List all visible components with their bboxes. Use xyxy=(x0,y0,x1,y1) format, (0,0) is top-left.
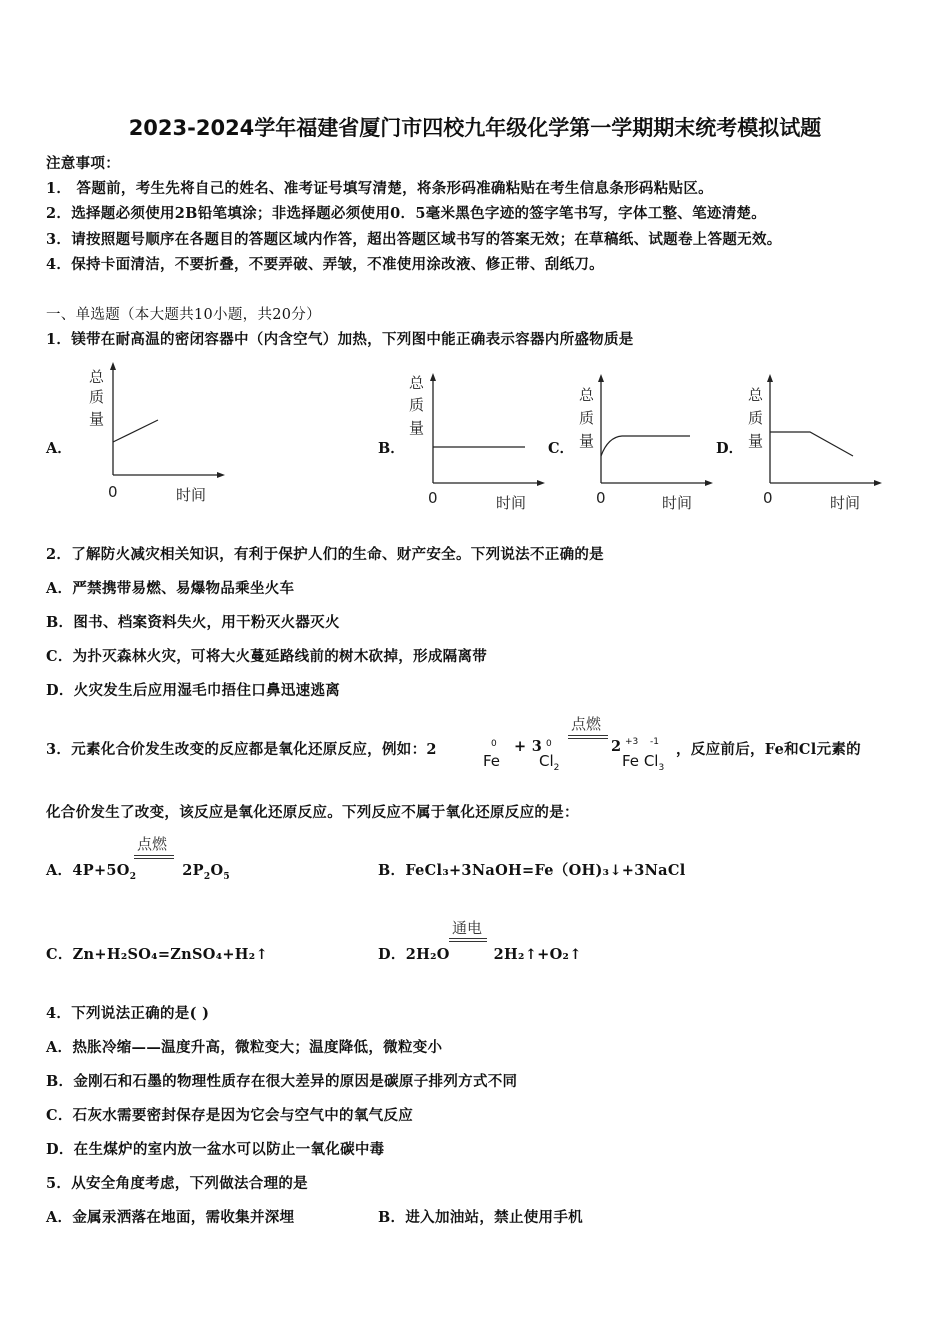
x-label: 时间 xyxy=(830,494,861,512)
q3-product-cl-valence: -1 xyxy=(650,737,659,747)
q2-option-a: A．严禁携带易燃、易爆物品乘坐火车 xyxy=(46,580,295,597)
q3-product: Fe $Cl_3$ xyxy=(622,752,665,773)
q1-option-b-label: B． xyxy=(378,440,405,457)
y-label: 量 xyxy=(409,419,425,437)
q2-stem: 2．了解防火减灾相关知识，有利于保护人们的生命、财产安全。下列说法不正确的是 xyxy=(46,546,604,563)
q5-stem: 5．从安全角度考虑，下列做法合理的是 xyxy=(46,1175,308,1192)
q3-stem-start: 3．元素化合价发生改变的反应都是氧化还原反应，例如：2 xyxy=(46,741,437,758)
notice-item-4: 4．保持卡面清洁，不要折叠，不要弄破、弄皱，不准使用涂改液、修正带、刮纸刀。 xyxy=(46,256,604,273)
notice-heading: 注意事项： xyxy=(46,155,120,172)
q1-graph-a xyxy=(80,360,230,510)
q5-option-a: A．金属汞洒落在地面，需收集并深埋 xyxy=(46,1209,295,1226)
q3-optB: B．FeCl₃+3NaOH=Fe（OH)₃↓+3NaCl xyxy=(378,862,686,879)
q1-graph-b xyxy=(400,370,550,520)
q3-fe-valence: 0 xyxy=(491,739,497,749)
q3-cl2: $Cl_2$ xyxy=(539,752,560,773)
q5-option-b: B．进入加油站，禁止使用手机 xyxy=(378,1209,583,1226)
q3-coef2: 2 xyxy=(611,738,622,755)
y-label: 质 xyxy=(579,409,595,427)
q3-condition: 点燃 xyxy=(571,715,602,733)
q3-fe: Fe xyxy=(483,752,501,770)
q1-option-c-label: C． xyxy=(548,440,575,457)
q3-optA-arrow-line xyxy=(134,855,174,856)
q1-graph-d xyxy=(740,370,890,520)
q3-optA-condition: 点燃 xyxy=(137,835,168,853)
q1-stem: 1．镁带在耐高温的密闭容器中（内含空气）加热，下列图中能正确表示容器内所盛物质是 xyxy=(46,331,634,348)
page-title: 2023-2024学年福建省厦门市四校九年级化学第一学期期末统考模拟试题 xyxy=(128,116,822,140)
q3-optD-condition: 通电 xyxy=(452,919,483,937)
y-label: 量 xyxy=(89,410,105,428)
q1-graph-c xyxy=(570,370,720,520)
origin-label: 0 xyxy=(763,489,773,507)
origin-label: 0 xyxy=(596,489,606,507)
q3-product-fe-valence: +3 xyxy=(625,737,639,747)
origin-label: 0 xyxy=(428,489,438,507)
q4-option-a: A．热胀冷缩——温度升高，微粒变大；温度降低，微粒变小 xyxy=(46,1039,443,1056)
q3-arrow-line xyxy=(568,735,608,736)
y-label: 总 xyxy=(579,386,595,404)
y-label: 总 xyxy=(748,386,764,404)
notice-item-1: 1． 答题前，考生先将自己的姓名、准考证号填写清楚，将条形码准确粘贴在考生信息条形码粘贴区。 xyxy=(46,180,713,197)
q3-cl2-valence: 0 xyxy=(546,739,552,749)
q3-stem-line2: 化合价发生了改变，该反应是氧化还原反应。下列反应不属于氧化还原反应的是： xyxy=(46,804,579,821)
q4-option-c: C．石灰水需要密封保存是因为它会与空气中的氧气反应 xyxy=(46,1107,414,1124)
y-label: 质 xyxy=(89,388,105,406)
x-label: 时间 xyxy=(662,494,693,512)
q4-option-d: D．在生煤炉的室内放一盆水可以防止一氧化碳中毒 xyxy=(46,1141,385,1158)
q1-option-a-label: A． xyxy=(46,440,72,457)
q4-option-b: B．金刚石和石墨的物理性质存在很大差异的原因是碳原子排列方式不同 xyxy=(46,1073,518,1090)
q4-stem: 4．下列说法正确的是( ) xyxy=(46,1005,210,1022)
q3-arrow-line xyxy=(568,738,608,739)
q2-option-c: C．为扑灭森林火灾，可将大火蔓延路线前的树木砍掉，形成隔离带 xyxy=(46,648,488,665)
x-label: 时间 xyxy=(176,486,207,504)
q3-stem-end: ，反应前后，Fe和Cl元素的 xyxy=(676,741,861,758)
q3-optD-arrow-line xyxy=(449,938,487,939)
x-label: 时间 xyxy=(496,494,527,512)
q3-optC: C．Zn+H₂SO₄=ZnSO₄+H₂↑ xyxy=(46,946,268,963)
q3-optD-arrow-line xyxy=(449,941,487,942)
q3-optA: A．$4P+5O_2$ $2P_2O_5$ xyxy=(46,862,230,882)
notice-item-3: 3．请按照题号顺序在各题目的答题区域内作答，超出答题区域书写的答案无效；在草稿纸、试题卷上答题无效。 xyxy=(46,231,782,248)
y-label: 量 xyxy=(579,432,595,450)
origin-label: 0 xyxy=(108,483,118,501)
q2-option-b: B．图书、档案资料失火，用干粉灭火器灭火 xyxy=(46,614,340,631)
q1-option-d-label: D． xyxy=(716,440,744,457)
y-label: 总 xyxy=(409,374,425,392)
section-heading: 一、单选题（本大题共10小题，共20分） xyxy=(46,307,321,323)
q2-option-d: D．火灾发生后应用湿毛巾捂住口鼻迅速逃离 xyxy=(46,682,341,699)
y-label: 总 xyxy=(89,368,105,386)
y-label: 量 xyxy=(748,432,764,450)
q3-optD: D．2H₂O 2H₂↑+O₂↑ xyxy=(378,946,582,963)
y-label: 质 xyxy=(748,409,764,427)
y-label: 质 xyxy=(409,396,425,414)
q3-plus3: + 3 xyxy=(514,738,543,755)
notice-item-2: 2．选择题必须使用2B铅笔填涂；非选择题必须使用0．5毫米黑色字迹的签字笔书写，字体工整、笔迹清楚。 xyxy=(46,205,767,222)
